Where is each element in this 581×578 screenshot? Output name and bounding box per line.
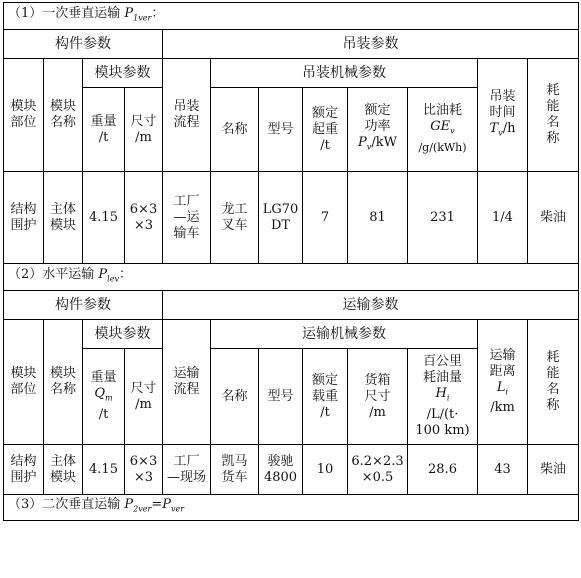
table-cell: 工厂 —现场 bbox=[163, 445, 211, 495]
table-cell: 6×3 ×3 bbox=[125, 172, 163, 264]
col-energy-name: 耗 能 名 称 bbox=[528, 59, 579, 172]
table-cell: 81 bbox=[348, 172, 408, 264]
table-cell: 6.2×2.3 ×0.5 bbox=[348, 445, 408, 495]
table-cell: 工厂 —运 输车 bbox=[163, 172, 211, 264]
component-params-header: 构件参数 bbox=[4, 30, 163, 59]
col-module-name: 模块 名称 bbox=[44, 59, 83, 172]
col-machine-model: 型号 bbox=[259, 349, 303, 445]
module-params-header: 模块参数 bbox=[83, 59, 163, 88]
component-params-header: 构件参数 bbox=[4, 291, 163, 320]
table-cell: 结构 围护 bbox=[4, 445, 44, 495]
hoisting-params-header: 吊装参数 bbox=[163, 30, 579, 59]
col-module-position: 模块 部位 bbox=[4, 59, 44, 172]
table-cell: 4.15 bbox=[83, 172, 125, 264]
col-transport-distance: 运输 距离 $L_i$ /km bbox=[478, 320, 528, 445]
col-size: 尺寸 /m bbox=[125, 349, 163, 445]
table-cell: 43 bbox=[478, 445, 528, 495]
table-cell: LG70 DT bbox=[259, 172, 303, 264]
section-3-title: （3）二次垂直运输 $P_{2ver}=P_{ver}$ bbox=[4, 495, 579, 521]
col-rated-power: 额定 功率 $P_v/kW$ bbox=[348, 88, 408, 172]
table-cell: 柴油 bbox=[528, 445, 579, 495]
table-cell: 柴油 bbox=[528, 172, 579, 264]
table-cell: 7 bbox=[303, 172, 348, 264]
table-cell: 龙工 叉车 bbox=[211, 172, 259, 264]
transport-parameter-table bbox=[3, 2, 579, 521]
col-module-position: 模块 部位 bbox=[4, 320, 44, 445]
col-transport-flow: 运输 流程 bbox=[163, 320, 211, 445]
section-1-title: （1）一次垂直运输 $P_{1ver}$： bbox=[4, 3, 579, 30]
table-cell: 结构 围护 bbox=[4, 172, 44, 264]
transport-params-header: 运输参数 bbox=[163, 291, 579, 320]
table-cell: 28.6 bbox=[408, 445, 478, 495]
col-weight: 重量 $Q_m$ /t bbox=[83, 349, 125, 445]
module-params-header: 模块参数 bbox=[83, 320, 163, 349]
hoisting-machine-params-header: 吊装机械参数 bbox=[211, 59, 478, 88]
col-fuel-per-100km: 百公里 耗油量 $H_i$ /L/(t· 100 km) bbox=[408, 349, 478, 445]
col-hoisting-flow: 吊装 流程 bbox=[163, 59, 211, 172]
col-rated-load: 额定 载重 /t bbox=[303, 349, 348, 445]
col-size: 尺寸 /m bbox=[125, 88, 163, 172]
col-specific-fuel: 比油耗 $GE_v$ /g/(kWh) bbox=[408, 88, 478, 172]
col-weight: 重量 /t bbox=[83, 88, 125, 172]
transport-machine-params-header: 运输机械参数 bbox=[211, 320, 478, 349]
col-energy-name: 耗 能 名 称 bbox=[528, 320, 579, 445]
table-cell: 凯马 货车 bbox=[211, 445, 259, 495]
table-cell: 10 bbox=[303, 445, 348, 495]
col-cargo-box-size: 货箱 尺寸 /m bbox=[348, 349, 408, 445]
table-cell: 4.15 bbox=[83, 445, 125, 495]
col-machine-model: 型号 bbox=[259, 88, 303, 172]
col-machine-name: 名称 bbox=[211, 349, 259, 445]
table-cell: 骏驰 4800 bbox=[259, 445, 303, 495]
col-hoisting-time: 吊装 时间 $T_v/h$ bbox=[478, 59, 528, 172]
col-module-name: 模块 名称 bbox=[44, 320, 83, 445]
col-rated-lift: 额定 起重 /t bbox=[303, 88, 348, 172]
table-cell: 主体 模块 bbox=[44, 445, 83, 495]
col-machine-name: 名称 bbox=[211, 88, 259, 172]
table-cell: 主体 模块 bbox=[44, 172, 83, 264]
section-2-title: （2）水平运输 $P_{lev}$： bbox=[4, 264, 579, 291]
table-cell: 1/4 bbox=[478, 172, 528, 264]
table-cell: 6×3 ×3 bbox=[125, 445, 163, 495]
table-cell: 231 bbox=[408, 172, 478, 264]
